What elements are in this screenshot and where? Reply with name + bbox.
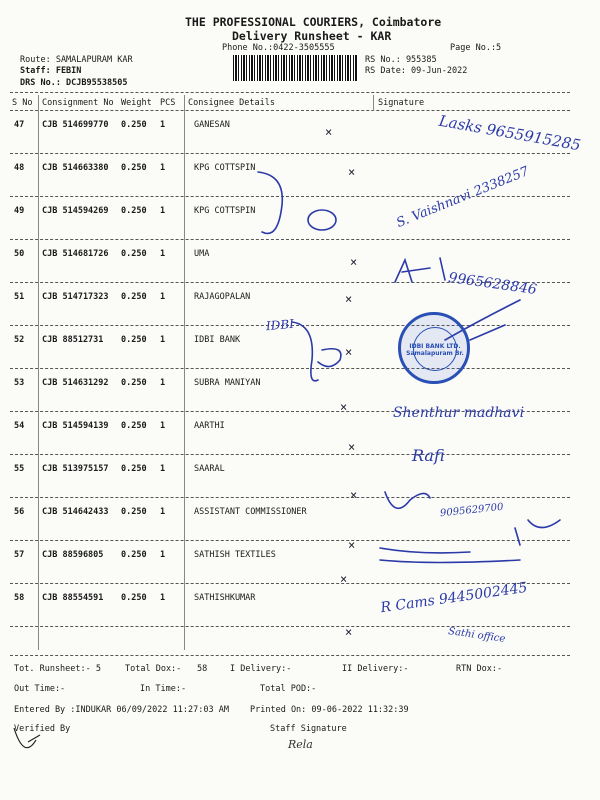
row-sno: 52 xyxy=(14,335,25,345)
signature-row-58: Sathi office xyxy=(447,626,506,645)
tick-mark: × xyxy=(340,572,348,586)
row-weight: 0.250 xyxy=(121,206,147,216)
verified-by: Verified By xyxy=(14,724,71,734)
signature-row-57: R Cams 9445002445 xyxy=(379,579,529,617)
row-sno: 50 xyxy=(14,249,25,259)
scribble-row-55 xyxy=(385,492,430,508)
scribble-row-56b xyxy=(380,548,520,563)
row-consignment-no: CJB 514699770 xyxy=(42,120,109,130)
tick-mark: × xyxy=(345,292,353,306)
row-pcs: 1 xyxy=(160,120,166,130)
col-weight: Weight xyxy=(121,98,152,108)
row-sno: 58 xyxy=(14,593,25,603)
row-weight: 0.250 xyxy=(121,507,147,517)
drs-number: DRS No.: DCJB95538505 xyxy=(20,78,128,88)
col-pcs: PCS xyxy=(160,98,176,108)
row-consignee: GANESAN xyxy=(194,120,230,130)
row-sno: 54 xyxy=(14,421,25,431)
scribble-row-56 xyxy=(515,520,560,545)
col-signature: Signature xyxy=(378,98,425,108)
tick-mark: × xyxy=(348,165,356,179)
route: Route: SAMALAPURAM KAR xyxy=(20,55,133,65)
ii-delivery: II Delivery:- xyxy=(342,664,409,674)
row-sno: 48 xyxy=(14,163,25,173)
col-sno: S No xyxy=(12,98,33,108)
row-consignee: SAARAL xyxy=(194,464,225,474)
stamp-text: IDBI BANK LTD. Samalapuram Br. xyxy=(406,343,464,357)
total-dox-label: Total Dox:- xyxy=(125,664,182,674)
row-consignment-no: CJB 514594139 xyxy=(42,421,109,431)
row-consignment-no: CJB 513975157 xyxy=(42,464,109,474)
col-consignee: Consignee Details xyxy=(188,98,275,108)
signature-row-47: Lasks 9655915285 xyxy=(437,111,583,155)
row-consignee: ASSISTANT COMMISSIONER xyxy=(194,507,307,517)
row-consignment-no: CJB 514642433 xyxy=(42,507,109,517)
row-pcs: 1 xyxy=(160,550,166,560)
staff-signature-label: Staff Signature xyxy=(270,724,347,734)
row-weight: 0.250 xyxy=(121,163,147,173)
row-pcs: 1 xyxy=(160,464,166,474)
tick-mark: × xyxy=(325,125,333,139)
signature-row-54: Rafi xyxy=(412,446,445,465)
row-sno: 47 xyxy=(14,120,25,130)
row-consignment-no: CJB 514594269 xyxy=(42,206,109,216)
signature-row-55: 9095629700 xyxy=(439,501,505,520)
printed-on: Printed On: 09-06-2022 11:32:39 xyxy=(250,705,409,715)
row-weight: 0.250 xyxy=(121,464,147,474)
signature-row-50: 9965628846 xyxy=(447,269,538,299)
divider xyxy=(10,655,570,656)
row-consignment-no: CJB 514631292 xyxy=(42,378,109,388)
row-pcs: 1 xyxy=(160,249,166,259)
row-sno: 49 xyxy=(14,206,25,216)
tick-mark: × xyxy=(345,625,353,639)
row-weight: 0.250 xyxy=(121,421,147,431)
row-consignee: IDBI BANK xyxy=(194,335,241,345)
row-weight: 0.250 xyxy=(121,335,147,345)
i-delivery: I Delivery:- xyxy=(230,664,292,674)
row-weight: 0.250 xyxy=(121,378,147,388)
scribble-row-49 xyxy=(308,210,336,230)
in-time: In Time:- xyxy=(140,684,187,694)
out-time: Out Time:- xyxy=(14,684,66,694)
row-sno: 56 xyxy=(14,507,25,517)
rs-number: RS No.: 955385 xyxy=(365,55,437,65)
row-consignee: KPG COTTSPIN xyxy=(194,206,256,216)
row-consignee: SATHISH TEXTILES xyxy=(194,550,276,560)
row-weight: 0.250 xyxy=(121,249,147,259)
tick-mark: × xyxy=(345,345,353,359)
row-consignment-no: CJB 88512731 xyxy=(42,335,104,345)
staff: Staff: FEBIN xyxy=(20,66,82,76)
row-consignment-no: CJB 88596805 xyxy=(42,550,104,560)
signature-row-51: IDBI xyxy=(265,316,295,334)
phone-number: Phone No.:0422-3505555 xyxy=(222,43,335,53)
runsheet-subtitle: Delivery Runsheet - KAR xyxy=(232,29,392,43)
scribble-row-48 xyxy=(258,172,282,233)
row-consignment-no: CJB 514663380 xyxy=(42,163,109,173)
row-consignee: RAJAGOPALAN xyxy=(194,292,251,302)
row-pcs: 1 xyxy=(160,378,166,388)
tick-mark: × xyxy=(348,440,356,454)
rtn-dox: RTN Dox:- xyxy=(456,664,503,674)
row-pcs: 1 xyxy=(160,421,166,431)
page-number: Page No.:5 xyxy=(450,43,502,53)
row-consignee: SUBRA MANIYAN xyxy=(194,378,261,388)
tick-mark: × xyxy=(350,255,358,269)
scribble-row-52 xyxy=(292,322,341,381)
row-weight: 0.250 xyxy=(121,120,147,130)
row-weight: 0.250 xyxy=(121,593,147,603)
staff-signature: Rela xyxy=(288,738,313,751)
row-pcs: 1 xyxy=(160,206,166,216)
rs-date: RS Date: 09-Jun-2022 xyxy=(365,66,468,76)
company-title: THE PROFESSIONAL COURIERS, Coimbatore xyxy=(185,15,442,29)
scribble-row-50 xyxy=(395,258,445,282)
row-sno: 51 xyxy=(14,292,25,302)
col-consignment: Consignment No xyxy=(42,98,114,108)
row-sno: 55 xyxy=(14,464,25,474)
total-runsheet: Tot. Runsheet:- 5 xyxy=(14,664,101,674)
tick-mark: × xyxy=(348,538,356,552)
tick-mark: × xyxy=(350,488,358,502)
row-pcs: 1 xyxy=(160,593,166,603)
row-consignment-no: CJB 514717323 xyxy=(42,292,109,302)
row-consignee: KPG COTTSPIN xyxy=(194,163,256,173)
row-consignee: AARTHI xyxy=(194,421,225,431)
total-dox-value: 58 xyxy=(197,664,208,674)
row-weight: 0.250 xyxy=(121,550,147,560)
bank-stamp xyxy=(398,312,470,384)
row-pcs: 1 xyxy=(160,163,166,173)
row-consignee: SATHISHKUMAR xyxy=(194,593,256,603)
row-pcs: 1 xyxy=(160,507,166,517)
tick-mark: × xyxy=(340,400,348,414)
signature-row-53: Shenthur madhavi xyxy=(393,405,525,421)
row-consignment-no: CJB 88554591 xyxy=(42,593,104,603)
signature-row-48: S. Vaishnavi 2338257 xyxy=(394,164,532,231)
total-pod: Total POD:- xyxy=(260,684,317,694)
row-sno: 53 xyxy=(14,378,25,388)
entered-by: Entered By :INDUKAR 06/09/2022 11:27:03 AM xyxy=(14,705,229,715)
row-sno: 57 xyxy=(14,550,25,560)
row-consignment-no: CJB 514681726 xyxy=(42,249,109,259)
row-pcs: 1 xyxy=(160,335,166,345)
row-consignee: UMA xyxy=(194,249,210,259)
row-pcs: 1 xyxy=(160,292,166,302)
row-weight: 0.250 xyxy=(121,292,147,302)
